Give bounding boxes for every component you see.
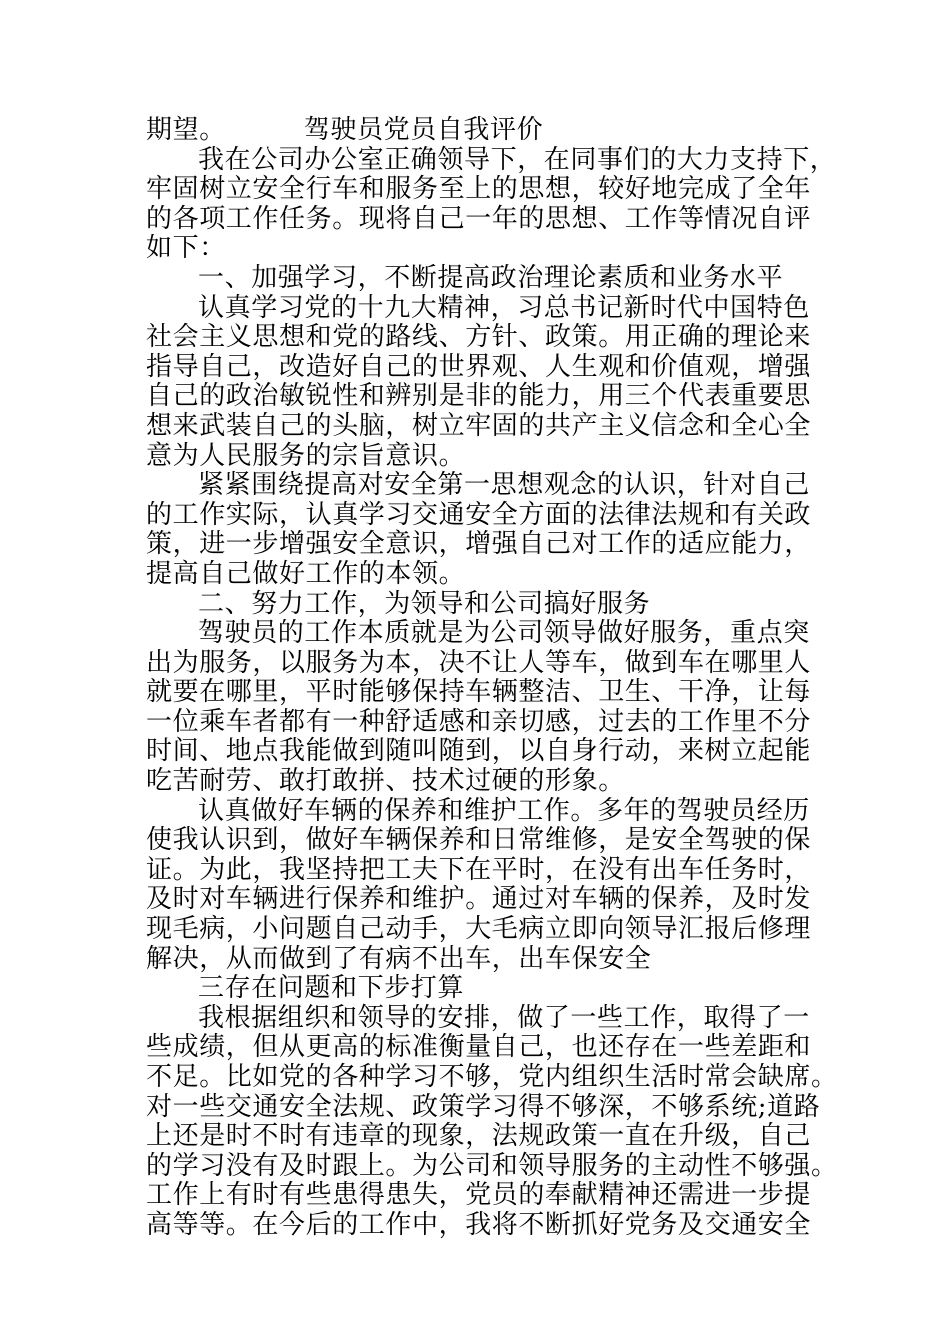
text-line: 认真做好车辆的保养和维护工作。多年的驾驶员经历 (198, 795, 810, 826)
text-line: 的工作实际，认真学习交通安全方面的法律法规和有关政 (146, 499, 812, 530)
text-line: 一位乘车者都有一种舒适感和亲切感，过去的工作里不分 (146, 706, 812, 737)
text-line: 意为人民服务的宗旨意识。 (146, 440, 466, 471)
text-line: 使我认识到，做好车辆保养和日常维修，是安全驾驶的保 (146, 825, 812, 856)
document-title: 驾驶员党员自我评价 (303, 115, 544, 145)
text-line: 自己的政治敏锐性和辨别是非的能力，用三个代表重要思 (146, 381, 812, 412)
text-line: 些成绩，但从更高的标准衡量自己，也还存在一些差距和 (146, 1032, 812, 1063)
text-line: 我在公司办公室正确领导下，在同事们的大力支持下， (198, 144, 837, 175)
paragraph-lines (146, 144, 838, 1241)
text-line: 紧紧围绕提高对安全第一思想观念的认识，针对自己 (198, 470, 810, 501)
text-line: 牢固树立安全行车和服务至上的思想，较好地完成了全年 (146, 174, 812, 205)
text-line: 的学习没有及时跟上。为公司和领导服务的主动性不够强。 (146, 1150, 838, 1181)
title-line (146, 116, 806, 146)
text-line: 指导自己，改造好自己的世界观、人生观和价值观，增强 (146, 351, 812, 382)
text-line: 及时对车辆进行保养和维护。通过对车辆的保养，及时发 (146, 884, 812, 915)
text-line: 三存在问题和下步打算 (198, 973, 465, 1004)
text-line: 出为服务，以服务为本，决不让人等车，做到车在哪里人 (146, 647, 812, 678)
text-line: 上还是时不时有违章的现象，法规政策一直在升级，自己 (146, 1121, 812, 1152)
text-line: 的各项工作任务。现将自己一年的思想、工作等情况自评 (146, 203, 812, 234)
text-line: 我根据组织和领导的安排，做了一些工作，取得了一 (198, 1002, 810, 1033)
text-line: 解决，从而做到了有病不出车，出车保安全 (146, 943, 652, 974)
text-line: 时间、地点我能做到随叫随到，以自身行动，来树立起能 (146, 736, 812, 767)
text-line: 吃苦耐劳、敢打敢拼、技术过硬的形象。 (146, 766, 625, 797)
text-line: 二、努力工作，为领导和公司搞好服务 (198, 588, 651, 619)
text-line: 社会主义思想和党的路线、方针、政策。用正确的理论来 (146, 322, 812, 353)
text-line: 现毛病，小问题自己动手，大毛病立即向领导汇报后修理 (146, 914, 812, 945)
text-line: 策，进一步增强安全意识，增强自己对工作的适应能力， (146, 529, 812, 560)
text-line: 想来武装自己的头脑，树立牢固的共产主义信念和全心全 (146, 410, 812, 441)
text-line: 一、加强学习，不断提高政治理论素质和业务水平 (198, 262, 784, 293)
text-line: 认真学习党的十九大精神，习总书记新时代中国特色 (198, 292, 810, 323)
text-line: 提高自己做好工作的本领。 (146, 558, 466, 589)
text-line: 高等等。在今后的工作中，我将不断抓好党务及交通安全 (146, 1209, 812, 1240)
document-body (146, 115, 838, 1241)
text-line: 对一些交通安全法规、政策学习得不够深，不够系统;道路 (146, 1091, 821, 1122)
text-line: 证。为此，我坚持把工夫下在平时，在没有出车任务时， (146, 854, 812, 885)
opening-fragment: 期望。 (146, 115, 226, 145)
text-line: 不足。比如党的各种学习不够，党内组织生活时常会缺席。 (146, 1062, 838, 1092)
text-line: 驾驶员的工作本质就是为公司领导做好服务，重点突 (198, 618, 810, 649)
text-line: 如下： (146, 233, 226, 264)
text-line: 就要在哪里，平时能够保持车辆整洁、卫生、干净，让每 (146, 677, 812, 708)
text-line: 工作上有时有些患得患失，党员的奉献精神还需进一步提 (146, 1180, 812, 1211)
